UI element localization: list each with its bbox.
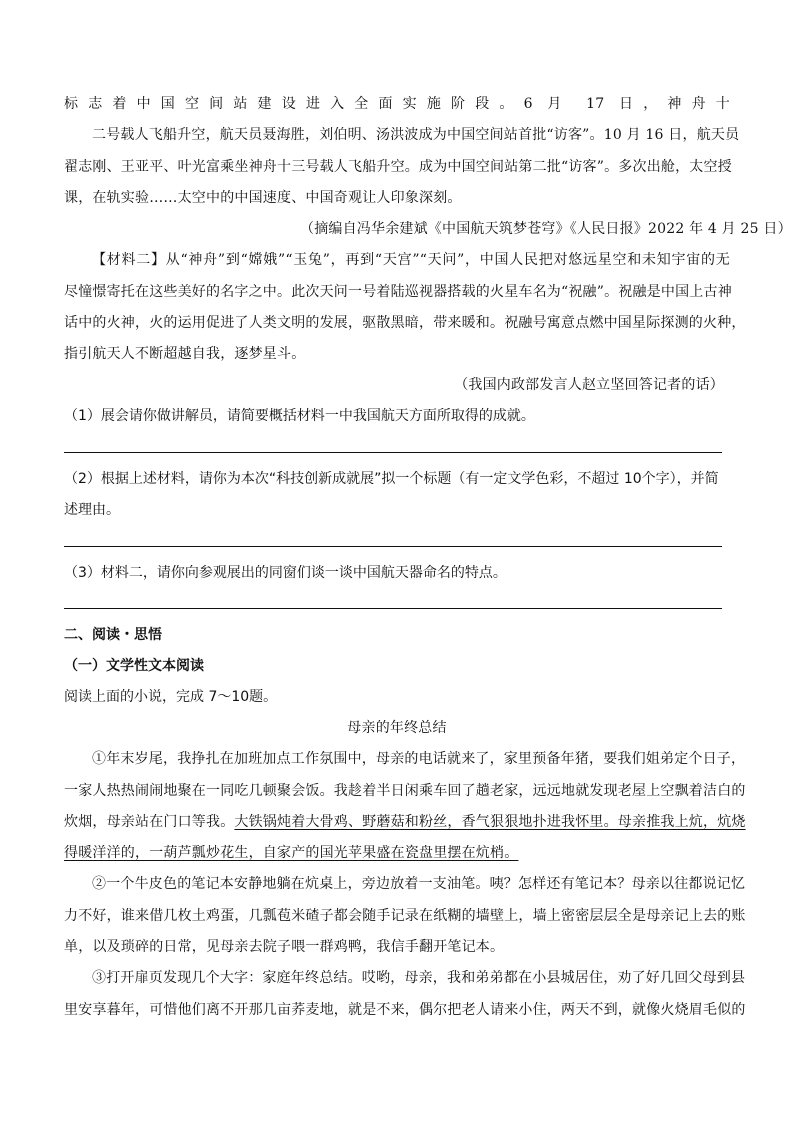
section-subheading: （一）文学性文本阅读 <box>64 658 204 674</box>
story-p2-line-1: ②一个牛皮色的笔记本安静地躺在炕桌上，旁边放着一支油笔。咦？怎样还有笔记本？母亲以往都说记忆 <box>92 876 746 892</box>
question-2-line-1: （2）根据上述材料，请你为本次“科技创新成就展”拟一个标题（有一定文学色彩，不超过 10个字），并简 <box>64 471 719 487</box>
material2-line-1: 【材料二】从“神舟”到“嫦娥”“玉兔”，再到“天宫”“天问”，中国人民把对悠远星空和未知宇宙的无 <box>92 252 730 268</box>
material1-line-2: 二号载人飞船升空，航天员聂海胜，刘伯明、汤洪波成为中国空间站首批“访客”。10 月 16 日，航天员 <box>92 127 740 143</box>
material2-source: （我国内政部发言人赵立坚回答记者的话） <box>454 377 724 393</box>
question-1: （1）展会请你做讲解员，请简要概括材料一中我国航天方面所取得的成就。 <box>64 408 535 424</box>
story-underlined-sentence-2: 得暖洋洋的，一葫芦瓢炒花生，自家产的国光苹果盛在瓷盘里摆在炕梢。 <box>64 845 519 861</box>
story-underlined-sentence-1: 大铁锅炖着大骨鸡、野蘑菇和粉丝，香气狠狠地扑进我怀里。母亲推我上炕，炕烧 <box>234 814 746 830</box>
story-p1-line-4 <box>64 843 730 863</box>
question-3: （3）材料二，请你向参观展出的同窗们谈一谈中国航天器命名的特点。 <box>64 565 507 581</box>
material2-line-2: 尽憧憬寄托在这些美好的名字之中。此次天问一号着陆巡视器搭载的火星车名为“祝融”。祝融是中国上古神 <box>64 284 732 300</box>
material1-line-1: 标志着中国空间站建设进入全面实施阶段。6 月 17 日，神舟十 <box>64 96 730 112</box>
story-title: 母亲的年终总结 <box>347 720 447 736</box>
question-2-line-2: 述理由。 <box>64 502 120 518</box>
story-p1-line-3 <box>64 812 746 832</box>
story-p2-line-2: 力不好，谁来借几枚土鸡蛋，几瓢苞米碴子都会随手记录在纸糊的墙壁上，墙上密密层层全是母亲记上去的账 <box>64 908 746 924</box>
story-p3-line-2: 里安享暮年，可惜他们离不开那几亩荞麦地，就是不来，偶尔把老人请来小住，两天不到，就像火烧眉毛似的 <box>64 1002 746 1018</box>
material1-source: （摘编自冯华余建斌《中国航天筑梦苍穹》《人民日报》2022 年 4 月 25 日） <box>300 221 792 237</box>
story-p1-line-3a: 炊烟，母亲站在门口等我。 <box>64 814 235 830</box>
story-p2-line-3: 单，以及琐碎的日常，见母亲去院子喂一群鸡鸭，我信手翻开笔记本。 <box>64 939 505 955</box>
answer-line-2[interactable] <box>64 546 722 547</box>
answer-line-1[interactable] <box>64 452 722 453</box>
section-heading: 二、阅读・思悟 <box>64 627 162 643</box>
story-p1-line-2: 一家人热热闹闹地聚在一同吃几顿聚会饭。我趁着半日闲乘车回了趟老家，远远地就发现老屋上空飘着洁白的 <box>64 783 746 799</box>
reading-instruction: 阅读上面的小说，完成 7～10题。 <box>64 689 278 705</box>
material2-line-3: 话中的火神，火的运用促进了人类文明的发展，驱散黑暗，带来暖和。祝融号寓意点燃中国星际探测的火种， <box>64 315 746 331</box>
material1-line-3: 翟志刚、王亚平、叶光富乘坐神舟十三号载人飞船升空。成为中国空间站第二批“访客”。多次出舱，太空授 <box>64 159 732 175</box>
story-p3-line-1: ③打开扉页发现几个大字：家庭年终总结。哎哟，母亲，我和弟弟都在小县城居住，劝了好几回父母到县 <box>92 970 746 986</box>
material1-line-4: 课，在轨实验……太空中的中国速度、中国奇观让人印象深刻。 <box>64 190 462 206</box>
material2-line-4: 指引航天人不断超越自我，逐梦星斗。 <box>64 346 306 362</box>
answer-line-3[interactable] <box>64 608 722 609</box>
story-p1-line-1: ①年末岁尾，我挣扎在加班加点工作氛围中，母亲的电话就来了，家里预备年猪，要我们姐弟定个日子， <box>92 751 746 767</box>
